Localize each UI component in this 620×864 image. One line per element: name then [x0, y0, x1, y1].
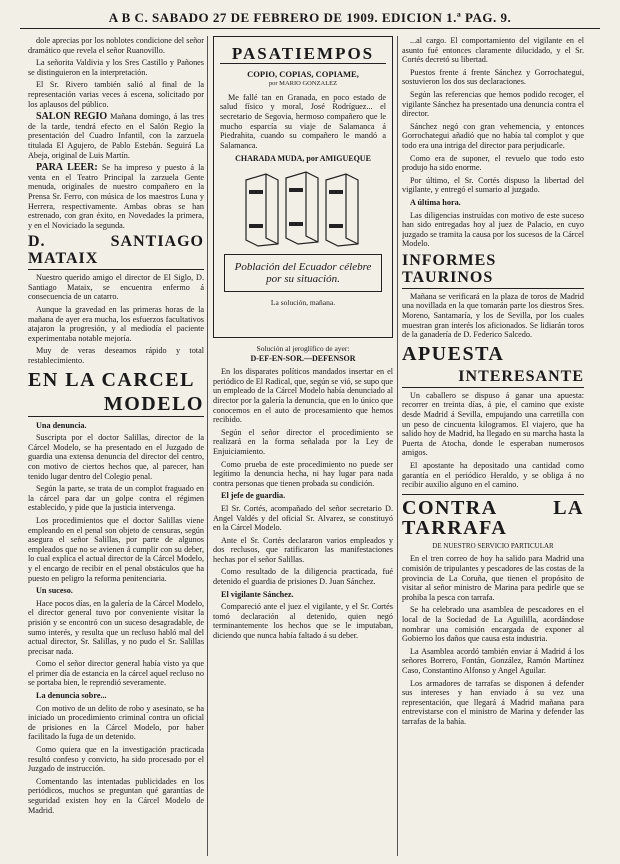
paragraph: Un caballero se dispuso á ganar una apuesta: recorrer en treinta días, á pie, el camino que existe desde Madrid á Sevilla, empujando una carretilla con un peso de cincuenta kilogramos. El viajero, que ha salido hoy de Madrid, ha llegado en su marcha hasta la Puerta de Atocha, donde le esperaban numerosos amigos. — [402, 390, 584, 458]
section-lead: SALON REGIO — [36, 111, 108, 123]
paragraph-text: Se ha impreso y puesto á la venta en el Teatro Principal la zarzuela Gente menuda, originales de nuestro compañero en la Prensa Sr. Ferro, con música de los maestros Luna y Herrera, respectivamente. Ambas obras se han estrenado, con gran éxito, en Novedades la primera, y en el Noviciado la segunda. — [28, 163, 204, 230]
paragraph — [28, 112, 204, 160]
headline-carcel: EN LA CARCEL — [28, 368, 195, 391]
paragraph — [28, 691, 204, 701]
page-header: A B C. SABADO 27 DE FEBRERO DE 1909. EDICION 1.ª PAG. 9. — [20, 10, 600, 29]
charada-bubble: Población del Ecuador célebre por su situación. — [224, 254, 382, 292]
paragraph: Como quiera que en la investigación practicada resultó confeso y convicto, ha sido procesado por el Juzgado de instrucción. — [28, 745, 204, 774]
headline-tarrafa: CONTRA LA TARRAFA — [402, 494, 584, 538]
paragraph: Como el señor director general había visto ya que el primer día de estancia en la cárcel aquel recluso no se portaba bien, le reprendió severamente. — [28, 659, 204, 688]
paragraph: El Sr. Cortés, acompañado del señor secretario D. Angel Valdés y del oficial Sr. Alvarez, se constituyó en la Cárcel Modelo. — [213, 503, 393, 533]
column-1 — [28, 36, 204, 860]
paragraph: Las diligencias instruídas con motivo de este suceso han sido entregadas hoy al juez de Palacio, en cuyo juzgado se tramita la causa por los sucesos de la Cárcel Modelo. — [402, 210, 584, 249]
pasatiempos-author: por MARIO GONZALEZ — [268, 80, 338, 88]
paragraph: Con motivo de un delito de robo y asesinato, se ha iniciado un procedimiento criminal contra un oficial de prisiones en la Cárcel Modelo, por haber facilitado la fuga de un detenido. — [28, 703, 204, 742]
column-rule — [207, 36, 208, 856]
paragraph: El Sr. Rivero también salió al final de la representación varias veces á escena, solicitado por los aplausos del público. — [28, 80, 204, 109]
paragraph: Según las referencias que hemos podido recoger, el vigilante Sánchez ha presentado una denuncia contra el director. — [402, 89, 584, 119]
charada-title: CHARADA MUDA, por AMIGUEQUE — [235, 154, 371, 164]
paragraph: Por último, el Sr. Cortés dispuso la libertad del vigilante, y entregó el sumario al juzgado. — [402, 175, 584, 195]
paragraph: Aunque la gravedad en las primeras horas de la mañana de ayer era mucha, los esfuerzos facultativos atajaron la progresión, y al mediodía el paciente experimentaba notable mejoría. — [28, 305, 204, 343]
headline-mataix: D. SANTIAGO MATAIX — [28, 233, 204, 270]
solution-answer: D-EF-EN-SOR.—DEFENSOR — [250, 353, 356, 363]
paragraph — [28, 421, 204, 431]
paragraph: ...al cargo. El comportamiento del vigilante en el asunto fué entonces claramente dilucidado, y el Sr. Cortés decretó su libertad. — [402, 36, 584, 65]
paragraph-text: Mañana domingo, á las tres de la tarde, tendrá efecto en el Salón Regio la presentación del Cuadro Infantil, con la zarzuela titulada El Agujero, de Pablo Estebán. Seguirá La Abeja, original de Luis Martín. — [28, 112, 204, 160]
pasatiempos-box — [213, 36, 393, 338]
paragraph: Me fallé tan en Granada, en poco estado de salud físico y moral, José Rodríguez... el secretario de Segovia, hermoso compañero que le mucho esparcía su viaje de Salamanca á Piedrahita, cuando su compañero le mandó a Salamanca. — [220, 92, 386, 150]
books-illustration — [238, 168, 368, 248]
column-rule — [397, 36, 398, 856]
subsection-lead: Una denuncia. — [36, 420, 87, 430]
paragraph: Los procedimientos que el doctor Salillas viene empleando en el penal son objeto de censuras, según asegura el señor Salillas, por parte de algunos empleados que no se avienen á cumplir con su deber, lo cual explica el actual director de la Cárcel Modelo, y el encargo de recibir en el penal obstáculos que ha puesto en peligro la reforma penitenciaria. — [28, 515, 204, 583]
paragraph: En el tren correo de hoy ha salido para Madrid una comisión de tripulantes y pescadores de las costas de la provincia de La Coruña, que tienen el propósito de visitar al señor ministro de Marina para pedirle que se prohiba la pesca con tarrafa. — [402, 554, 584, 602]
tarrafa-subtitle: DE NUESTRO SERVICIO PARTICULAR — [432, 541, 554, 550]
paragraph: Mañana se verificará en la plaza de toros de Madrid una novillada en la que tomarán parte los diestros Sres. Moreno, Santamaría, y los de Sevilla, por los cuales muestran gran interés los aficionados. Se lidiarán toros de la ganadería de D. Federico Salcedo. — [402, 291, 584, 340]
paragraph — [402, 198, 584, 208]
paragraph: En los disparates políticos mandados insertar en el periódico de El Radical, que, según se vió, se supo que un empleado de la Cárcel Modelo había denunciado al director por la galería la denuncia, que en lo único que conocemos en el auto de procesamiento que hemos recibido. — [213, 367, 393, 425]
headline-taurinos: INFORMES TAURINOS — [402, 252, 584, 289]
headline-apuesta: APUESTA — [402, 342, 505, 365]
paragraph: La señorita Valdivia y los Sres Castillo y Pañones se distinguieron en la interpretación. — [28, 58, 204, 77]
paragraph: Como prueba de este procedimiento no puede ser legítimo la denuncia hecha, ni hay lugar para nada contra personas que tienen probada su condición. — [213, 459, 393, 488]
subsection-lead: Un suceso. — [36, 586, 73, 596]
subsection-lead: A última hora. — [410, 197, 461, 207]
paragraph: Sánchez negó con gran vehemencia, y entonces Gorrochategui añadió que no había tal complot y que todo era una intriga del director para perjudicarle. — [402, 121, 584, 150]
column-2 — [213, 36, 393, 860]
headline-apuesta-2: INTERESANTE — [402, 368, 584, 388]
paragraph: dole aprecias por los noblotes condicione del señor dramático que revela el señor Ruanovillo. — [28, 36, 204, 55]
paragraph: Se ha celebrado una asamblea de pescadores en el local de la Sociedad de La Aguililla, acordándose nombrar una comisión encargada de exponer al Gobierno los daños que causa esta industria. — [402, 605, 584, 644]
paragraph: Comentando las intentadas publicidades en los periódicos, muchos se preguntan qué garantías de seguridad existen hoy en la Cárcel Modelo de Madrid. — [28, 776, 204, 815]
paragraph: Muy de veras deseamos rápido y total restablecimiento. — [28, 346, 204, 366]
column-3 — [402, 36, 584, 860]
paragraph — [28, 163, 204, 230]
paragraph: Ante el Sr. Cortés declararon varios empleados y dos reclusos, que ratificaron las manifestaciones hechas por el señor Salillas. — [213, 535, 393, 564]
paragraph — [213, 491, 393, 501]
paragraph — [28, 586, 204, 596]
paragraph: Los armadores de tarrafas se disponen á defender sus intereses y han enviado á su vez una representación, que llegará á Madrid mañana para entrevistarse con el ministro de Marina y defender las tarrafas de la bahía. — [402, 678, 584, 726]
paragraph: Compareció ante el juez el vigilante, y el Sr. Cortés tomó declaración al detenido, quien negó terminantemente los hechos que se le imputaban, diciendo que nunca había faltado á su deber. — [213, 602, 393, 641]
subsection-lead: El vigilante Sánchez. — [221, 589, 294, 599]
paragraph: El apostante ha depositado una cantidad como garantía en el periódico Heraldo, y se obliga á no recibir auxilio alguno en el camino. — [402, 461, 584, 490]
paragraph: Como resultado de la diligencia practicada, fué detenido el guardia de prisiones D. Juan Sánchez. — [213, 567, 393, 587]
paragraph: Como era de suponer, el revuelo que todo esto produjo ha sido enorme. — [402, 153, 584, 173]
paragraph: Puestos frente á frente Sánchez y Gorrochategui, sostuvieron los dos sus declaraciones. — [402, 67, 584, 87]
section-lead: PARA LEER: — [36, 162, 98, 174]
paragraph — [213, 590, 393, 600]
paragraph: La Asamblea acordó también enviar á Madrid á los señores Borrero, Fontán, González, Ramón Martínez Caso, Constantino Alfonso y Angel Aguilar. — [402, 646, 584, 675]
pasatiempos-title: PASATIEMPOS — [220, 49, 386, 64]
pasatiempos-subtitle: COPIO, COPIAS, COPIAME, — [247, 68, 359, 79]
solution-label: La solución, mañana. — [270, 297, 336, 307]
subsection-lead: El jefe de guardia. — [221, 491, 286, 501]
paragraph: Hace pocos días, en la galería de la Cárcel Modelo, el director general tuvo por conveniente visitar la prisión y se encontró con un suceso desagradable, de sumo interés, y resulta que un recluso habló mal del actual director, Sr. Salillas, y no pudo el Sr. Salillas precisar nada. — [28, 598, 204, 656]
headline-carcel-2: MODELO — [28, 394, 204, 417]
paragraph: Nuestro querido amigo el director de El Siglo, D. Santiago Mataix, se encuentra enfermo á consecuencia de un catarro. — [28, 273, 204, 302]
paragraph: Según el señor director el procedimiento se realizará en la forma señalada por la Ley de Enjuiciamiento. — [213, 427, 393, 456]
solution-prev: Solución al jeroglífico de ayer: — [256, 344, 350, 353]
subsection-lead: La denuncia sobre... — [36, 691, 107, 701]
paragraph: Según la parte, se trata de un complot fraguado en la cárcel para dar un golpe contra el régimen establecido, y pide que la justicia intervenga. — [28, 484, 204, 513]
paragraph: Suscripta por el doctor Salillas, director de la Cárcel Modelo, se ha presentado en el Juzgado de guardia una extensa denuncia del director del centro, con motivo de ciertos hechos que, al parecer, han tenido lugar dentro del Colegio penal. — [28, 433, 204, 481]
